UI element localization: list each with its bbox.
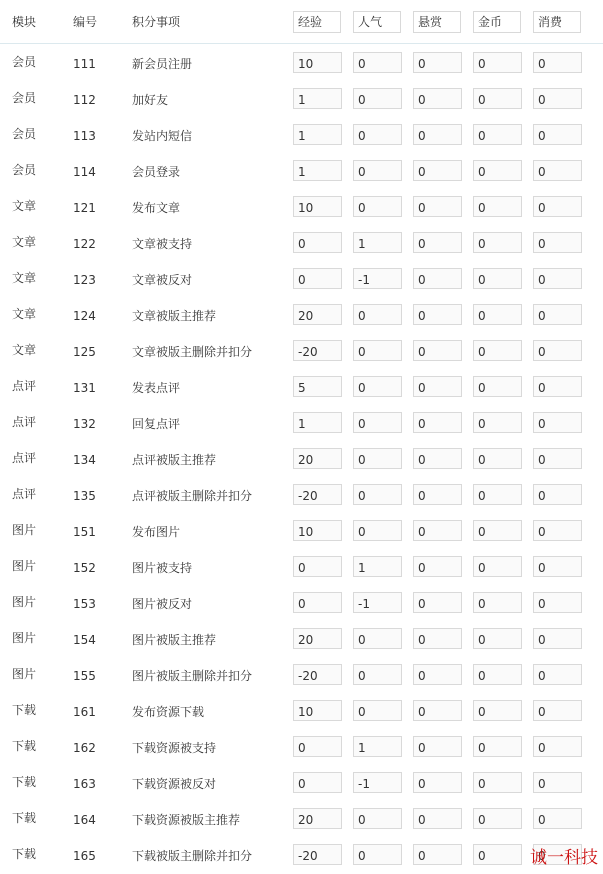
popularity-input[interactable] (353, 376, 402, 397)
popularity-input[interactable] (353, 772, 402, 793)
row-module: 点评 (12, 379, 37, 393)
popularity-input[interactable] (353, 232, 402, 253)
experience-input[interactable] (293, 160, 342, 181)
popularity-input[interactable] (353, 268, 402, 289)
coins-input[interactable] (473, 808, 522, 829)
popularity-input[interactable] (353, 808, 402, 829)
row-item: 下载资源被版主推荐 (132, 813, 241, 827)
row-item: 下载资源被支持 (132, 741, 217, 755)
experience-input[interactable] (293, 808, 342, 829)
bounty-input[interactable] (413, 520, 462, 541)
row-module: 文章 (12, 199, 37, 213)
bounty-input[interactable] (413, 628, 462, 649)
coins-input[interactable] (473, 700, 522, 721)
row-item: 下载被版主删除并扣分 (132, 849, 253, 863)
table-row (0, 116, 603, 152)
popularity-input[interactable] (353, 664, 402, 685)
header-module: 模块 (12, 15, 37, 29)
consumption-input[interactable] (533, 556, 582, 577)
row-item: 图片被版主推荐 (132, 633, 217, 647)
row-module: 下载 (12, 811, 37, 825)
experience-input[interactable] (293, 88, 342, 109)
row-code: 154 (73, 633, 96, 647)
popularity-input[interactable] (353, 700, 402, 721)
watermark: 诚一科技 (530, 848, 598, 868)
table-row (0, 800, 603, 836)
consumption-input[interactable] (533, 340, 582, 361)
popularity-input[interactable] (353, 160, 402, 181)
row-code: 163 (73, 777, 96, 791)
popularity-input[interactable] (353, 196, 402, 217)
table-row (0, 224, 603, 260)
table-row (0, 512, 603, 548)
table-row (0, 836, 603, 872)
popularity-input[interactable] (353, 484, 402, 505)
row-module: 下载 (12, 775, 37, 789)
popularity-input[interactable] (353, 304, 402, 325)
row-module: 下载 (12, 703, 37, 717)
row-item: 加好友 (132, 93, 169, 107)
row-code: 121 (73, 201, 96, 215)
coins-input[interactable] (473, 196, 522, 217)
table-row (0, 764, 603, 800)
coins-input[interactable] (473, 232, 522, 253)
header-col-consumption: 消费 (533, 11, 581, 33)
consumption-input[interactable] (533, 700, 582, 721)
table-row (0, 548, 603, 584)
bounty-input[interactable] (413, 376, 462, 397)
consumption-input[interactable] (533, 412, 582, 433)
row-item: 文章被版主推荐 (132, 309, 217, 323)
consumption-input[interactable] (533, 376, 582, 397)
table-row (0, 368, 603, 404)
experience-input[interactable] (293, 556, 342, 577)
experience-input[interactable] (293, 844, 342, 865)
row-module: 文章 (12, 271, 37, 285)
consumption-input[interactable] (533, 304, 582, 325)
row-item: 文章被反对 (132, 273, 193, 287)
bounty-input[interactable] (413, 232, 462, 253)
bounty-input[interactable] (413, 448, 462, 469)
row-item: 发表点评 (132, 381, 181, 395)
table-row (0, 332, 603, 368)
bounty-input[interactable] (413, 124, 462, 145)
bounty-input[interactable] (413, 592, 462, 613)
coins-input[interactable] (473, 448, 522, 469)
row-module: 文章 (12, 235, 37, 249)
row-code: 124 (73, 309, 96, 323)
experience-input[interactable] (293, 196, 342, 217)
coins-input[interactable] (473, 484, 522, 505)
row-item: 回复点评 (132, 417, 181, 431)
bounty-input[interactable] (413, 340, 462, 361)
row-code: 132 (73, 417, 96, 431)
experience-input[interactable] (293, 592, 342, 613)
coins-input[interactable] (473, 736, 522, 757)
table-row (0, 152, 603, 188)
popularity-input[interactable] (353, 52, 402, 73)
row-code: 134 (73, 453, 96, 467)
bounty-input[interactable] (413, 808, 462, 829)
row-module: 图片 (12, 631, 37, 645)
row-module: 文章 (12, 343, 37, 357)
table-row (0, 440, 603, 476)
bounty-input[interactable] (413, 88, 462, 109)
table-row (0, 584, 603, 620)
row-item: 会员登录 (132, 165, 181, 179)
row-code: 113 (73, 129, 96, 143)
coins-input[interactable] (473, 664, 522, 685)
coins-input[interactable] (473, 556, 522, 577)
row-code: 162 (73, 741, 96, 755)
popularity-input[interactable] (353, 124, 402, 145)
consumption-input[interactable] (533, 448, 582, 469)
consumption-input[interactable] (533, 664, 582, 685)
bounty-input[interactable] (413, 52, 462, 73)
row-code: 135 (73, 489, 96, 503)
row-code: 161 (73, 705, 96, 719)
experience-input[interactable] (293, 124, 342, 145)
bounty-input[interactable] (413, 484, 462, 505)
coins-input[interactable] (473, 268, 522, 289)
table-row (0, 296, 603, 332)
coins-input[interactable] (473, 88, 522, 109)
row-module: 点评 (12, 451, 37, 465)
bounty-input[interactable] (413, 160, 462, 181)
row-module: 下载 (12, 847, 37, 861)
experience-input[interactable] (293, 520, 342, 541)
consumption-input[interactable] (533, 124, 582, 145)
bounty-input[interactable] (413, 556, 462, 577)
coins-input[interactable] (473, 376, 522, 397)
table-row (0, 80, 603, 116)
row-item: 发布资源下载 (132, 705, 205, 719)
row-code: 112 (73, 93, 96, 107)
consumption-input[interactable] (533, 736, 582, 757)
popularity-input[interactable] (353, 340, 402, 361)
experience-input[interactable] (293, 304, 342, 325)
table-row (0, 656, 603, 692)
row-item: 发站内短信 (132, 129, 193, 143)
coins-input[interactable] (473, 772, 522, 793)
row-item: 发布图片 (132, 525, 181, 539)
row-module: 会员 (12, 55, 37, 69)
experience-input[interactable] (293, 484, 342, 505)
header-code: 编号 (73, 15, 98, 29)
popularity-input[interactable] (353, 628, 402, 649)
coins-input[interactable] (473, 124, 522, 145)
consumption-input[interactable] (533, 484, 582, 505)
experience-input[interactable] (293, 340, 342, 361)
row-module: 图片 (12, 667, 37, 681)
header-item: 积分事项 (132, 15, 181, 29)
consumption-input[interactable] (533, 268, 582, 289)
consumption-input[interactable] (533, 808, 582, 829)
row-module: 图片 (12, 559, 37, 573)
consumption-input[interactable] (533, 88, 582, 109)
experience-input[interactable] (293, 664, 342, 685)
row-module: 会员 (12, 91, 37, 105)
experience-input[interactable] (293, 736, 342, 757)
bounty-input[interactable] (413, 700, 462, 721)
bounty-input[interactable] (413, 268, 462, 289)
experience-input[interactable] (293, 52, 342, 73)
popularity-input[interactable] (353, 844, 402, 865)
coins-input[interactable] (473, 592, 522, 613)
row-item: 图片被反对 (132, 597, 193, 611)
row-code: 111 (73, 57, 96, 71)
row-code: 152 (73, 561, 96, 575)
row-item: 发布文章 (132, 201, 181, 215)
popularity-input[interactable] (353, 520, 402, 541)
table-row (0, 692, 603, 728)
experience-input[interactable] (293, 700, 342, 721)
coins-input[interactable] (473, 844, 522, 865)
row-code: 131 (73, 381, 96, 395)
row-item: 下载资源被反对 (132, 777, 217, 791)
header-col-experience: 经验 (293, 11, 341, 33)
row-code: 164 (73, 813, 96, 827)
row-code: 123 (73, 273, 96, 287)
row-module: 下载 (12, 739, 37, 753)
row-item: 点评被版主推荐 (132, 453, 217, 467)
bounty-input[interactable] (413, 304, 462, 325)
row-code: 114 (73, 165, 96, 179)
row-module: 会员 (12, 163, 37, 177)
table-row (0, 728, 603, 764)
header-col-popularity: 人气 (353, 11, 401, 33)
consumption-input[interactable] (533, 772, 582, 793)
row-code: 122 (73, 237, 96, 251)
coins-input[interactable] (473, 160, 522, 181)
popularity-input[interactable] (353, 448, 402, 469)
popularity-input[interactable] (353, 556, 402, 577)
table-row (0, 44, 603, 80)
table-row (0, 260, 603, 296)
coins-input[interactable] (473, 628, 522, 649)
bounty-input[interactable] (413, 844, 462, 865)
popularity-input[interactable] (353, 736, 402, 757)
row-module: 图片 (12, 595, 37, 609)
consumption-input[interactable] (533, 160, 582, 181)
coins-input[interactable] (473, 412, 522, 433)
consumption-input[interactable] (533, 520, 582, 541)
row-module: 点评 (12, 487, 37, 501)
header-col-bounty: 悬赏 (413, 11, 461, 33)
experience-input[interactable] (293, 772, 342, 793)
consumption-input[interactable] (533, 592, 582, 613)
experience-input[interactable] (293, 628, 342, 649)
table-row (0, 188, 603, 224)
row-code: 151 (73, 525, 96, 539)
header-col-coins: 金币 (473, 11, 521, 33)
row-item: 图片被支持 (132, 561, 193, 575)
row-code: 155 (73, 669, 96, 683)
coins-input[interactable] (473, 340, 522, 361)
bounty-input[interactable] (413, 664, 462, 685)
row-item: 新会员注册 (132, 57, 193, 71)
bounty-input[interactable] (413, 196, 462, 217)
experience-input[interactable] (293, 268, 342, 289)
experience-input[interactable] (293, 232, 342, 253)
consumption-input[interactable] (533, 196, 582, 217)
row-code: 125 (73, 345, 96, 359)
experience-input[interactable] (293, 376, 342, 397)
row-module: 点评 (12, 415, 37, 429)
coins-input[interactable] (473, 304, 522, 325)
popularity-input[interactable] (353, 412, 402, 433)
table-row (0, 476, 603, 512)
row-module: 会员 (12, 127, 37, 141)
consumption-input[interactable] (533, 52, 582, 73)
bounty-input[interactable] (413, 412, 462, 433)
row-item: 点评被版主删除并扣分 (132, 489, 253, 503)
consumption-input[interactable] (533, 232, 582, 253)
row-code: 153 (73, 597, 96, 611)
table-header (0, 0, 603, 44)
row-item: 文章被版主删除并扣分 (132, 345, 253, 359)
row-code: 165 (73, 849, 96, 863)
row-item: 图片被版主删除并扣分 (132, 669, 253, 683)
row-item: 文章被支持 (132, 237, 193, 251)
popularity-input[interactable] (353, 592, 402, 613)
row-module: 图片 (12, 523, 37, 537)
bounty-input[interactable] (413, 736, 462, 757)
popularity-input[interactable] (353, 88, 402, 109)
bounty-input[interactable] (413, 772, 462, 793)
experience-input[interactable] (293, 412, 342, 433)
experience-input[interactable] (293, 448, 342, 469)
table-row (0, 404, 603, 440)
coins-input[interactable] (473, 520, 522, 541)
table-row (0, 620, 603, 656)
consumption-input[interactable] (533, 628, 582, 649)
row-module: 文章 (12, 307, 37, 321)
coins-input[interactable] (473, 52, 522, 73)
